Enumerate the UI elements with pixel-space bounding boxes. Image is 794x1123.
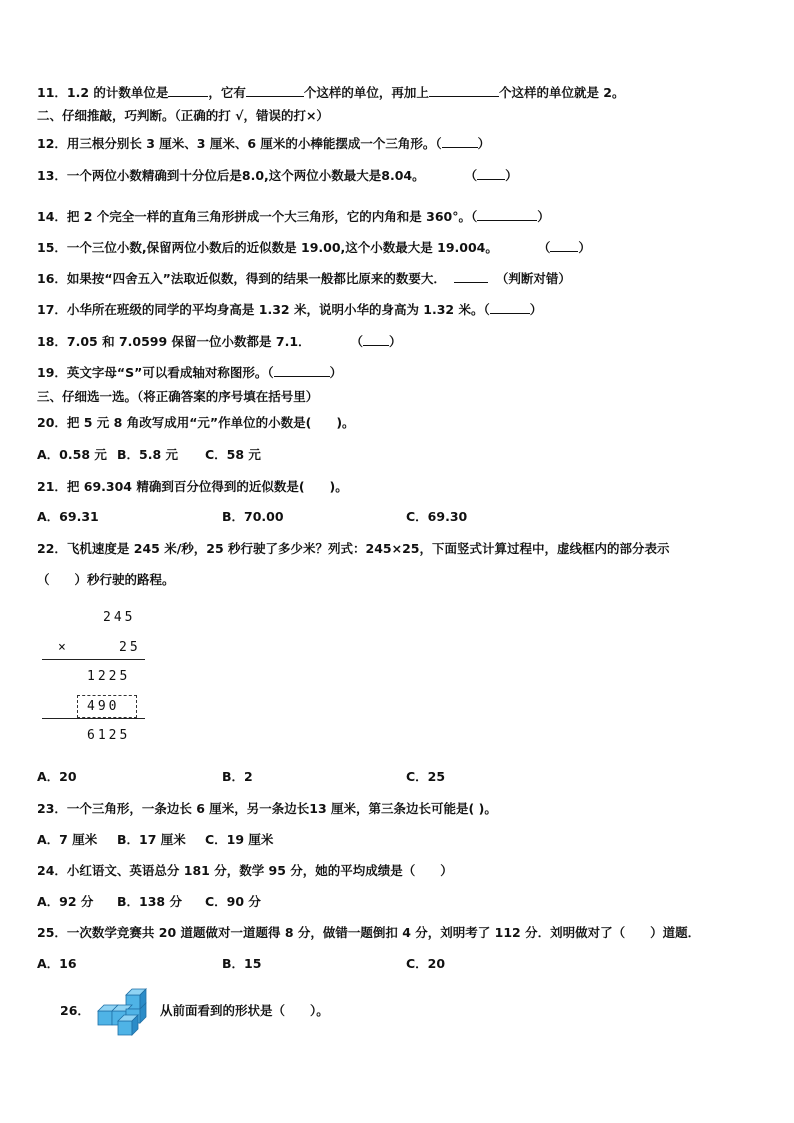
question-15: 15．一个三位小数,保留两位小数后的近似数是 19.00,这个小数最大是 19.004。 （ ） [37,240,591,255]
question-17: 17．小华所在班级的同学的平均身高是 1.32 米，说明小华的身高为 1.32 米。（ ） [37,302,543,317]
multiplicand: 245 [103,610,136,625]
calc-line-2 [42,718,145,719]
calc-line-1 [42,659,145,660]
question-25: 25．一次数学竞赛共 20 道题做对一道题得 8 分，做错一题倒扣 4 分，刘明考了 112 分．刘明做对了（ ）道题． [37,925,701,940]
option-b[interactable]: B．138 分 [117,894,182,909]
question-13: 13．一个两位小数精确到十分位后是8.0,这个两位小数最大是8.04。 （ ） [37,168,518,183]
option-b[interactable]: B．5.8 元 [117,447,179,462]
section-2-heading: 二、仔细推敲，巧判断。（正确的打 √，错误的打×） [37,108,329,123]
answer-blank[interactable] [442,135,478,148]
option-c[interactable]: C．25 [406,769,446,784]
answer-blank[interactable] [477,208,537,221]
cube-front-face [98,1011,112,1025]
option-a[interactable]: A．0.58 元 [37,447,107,462]
partial-product-2: 490 [87,699,120,714]
answer-blank[interactable] [477,167,505,180]
section-3-heading: 三、仔细选一选。（将正确答案的序号填在括号里） [37,389,319,404]
multiplier: 25 [119,640,141,655]
question-19: 19．英文字母“S”可以看成轴对称图形。（ ） [37,365,343,380]
question-26-number: 26． [60,1003,90,1018]
question-20: 20．把 5 元 8 角改写成用“元”作单位的小数是( )。 [37,415,355,430]
answer-blank[interactable] [363,333,389,346]
option-a[interactable]: A．7 厘米 [37,832,98,847]
cubes [98,989,146,1035]
answer-blank[interactable] [168,84,208,97]
option-c[interactable]: C．90 分 [205,894,261,909]
question-24: 24．小红语文、英语总分 181 分，数学 95 分，她的平均成绩是（ ） [37,863,453,878]
option-c[interactable]: C．69.30 [406,509,468,524]
question-16: 16．如果按“四舍五入”法取近似数，得到的结果一般都比原来的数要大． （判断对错） [37,271,571,286]
question-22-stem-line2: （ ）秒行驶的路程。 [37,572,175,587]
question-23: 23．一个三角形，一条边长 6 厘米，另一条边长13 厘米，第三条边长可能是( )。 [37,801,497,816]
option-b[interactable]: B．17 厘米 [117,832,186,847]
option-a[interactable]: A．69.31 [37,509,99,524]
option-b[interactable]: B．15 [222,956,262,971]
answer-blank[interactable] [274,364,330,377]
times-sign: × [58,640,66,655]
product: 6125 [87,728,131,743]
option-a[interactable]: A．92 分 [37,894,94,909]
option-c[interactable]: C．58 元 [205,447,261,462]
option-a[interactable]: A．20 [37,769,77,784]
question-22-stem-line1: 22．飞机速度是 245 米/秒，25 秒行驶了多少米？列式：245×25，下面竖式计算过程中，虚线框内的部分表示 [37,541,670,556]
option-c[interactable]: C．19 厘米 [205,832,274,847]
option-a[interactable]: A．16 [37,956,77,971]
question-11: 11．1.2 的计数单位是 ，它有 个这样的单位，再加上 个这样的单位就是 2。 [37,85,625,100]
question-12: 12．用三根分别长 3 厘米、3 厘米、6 厘米的小棒能摆成一个三角形。（ ） [37,136,491,151]
answer-blank[interactable] [490,301,530,314]
question-14: 14．把 2 个完全一样的直角三角形拼成一个大三角形，它的内角和是 360°。（ ） [37,209,550,224]
answer-blank[interactable] [550,239,578,252]
answer-blank[interactable] [246,84,304,97]
answer-blank[interactable] [454,270,488,283]
option-c[interactable]: C．20 [406,956,446,971]
cube-front-face [118,1021,132,1035]
question-21: 21．把 69.304 精确到百分位得到的近似数是( )。 [37,479,348,494]
question-18: 18．7.05 和 7.0599 保留一位小数都是 7.1． （ ） [37,334,402,349]
option-b[interactable]: B．2 [222,769,253,784]
answer-blank[interactable] [429,84,499,97]
partial-product-1: 1225 [87,669,131,684]
option-b[interactable]: B．70.00 [222,509,284,524]
question-26-stem: 从前面看到的形状是（ ）。 [160,1003,329,1018]
cube-stack-figure [88,985,156,1037]
